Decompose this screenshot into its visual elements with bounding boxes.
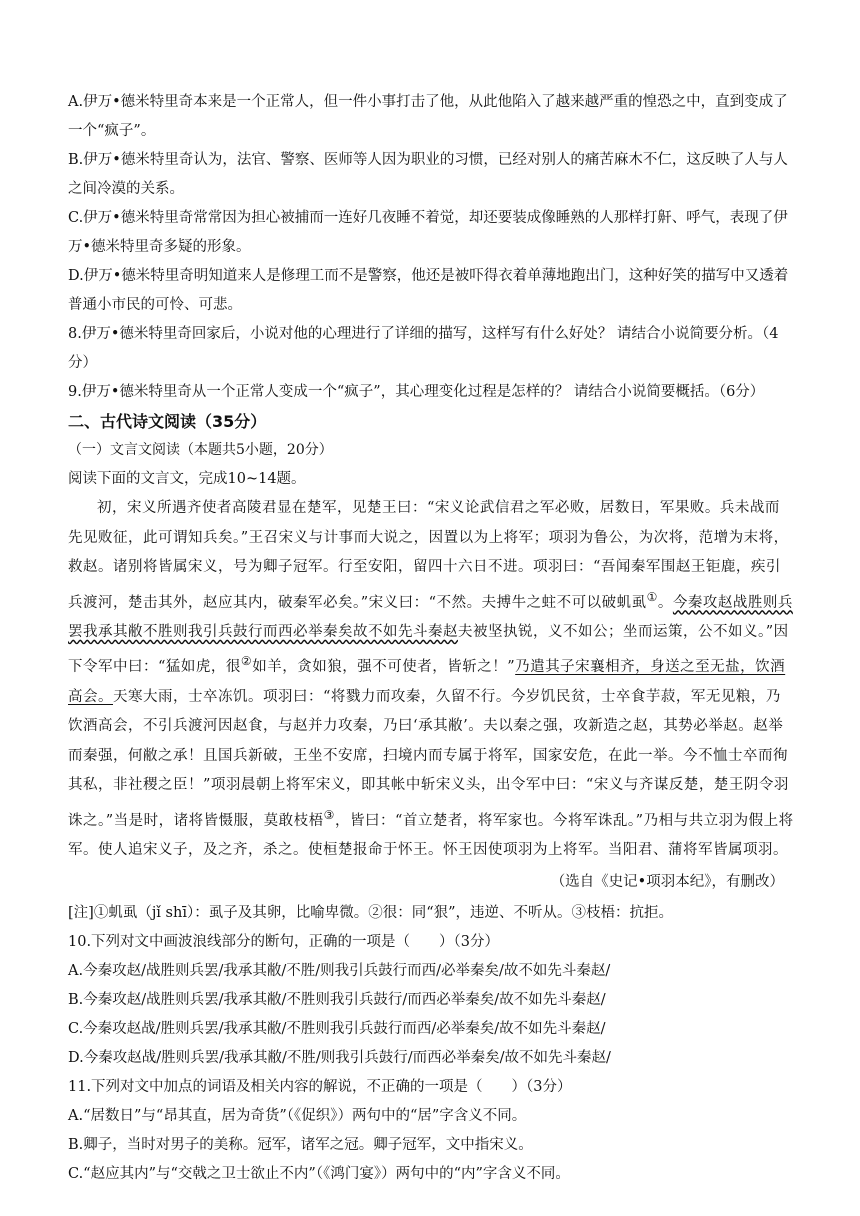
instruction: 阅读下面的文言文，完成10~14题。 <box>68 471 306 487</box>
question-9: 9.伊万•德米特里奇从一个正常人变成一个“疯子”，其心理变化过程是怎样的？ 请结合小说简要概括。（6分） <box>68 384 765 400</box>
q7-option-a: A.伊万•德米特里奇本来是一个正常人，但一件小事打击了他，从此他陷入了越来越严重的惶恐之中，直到变成了一个“疯子”。 <box>68 94 788 139</box>
q11-option-b: B.卿子，当时对男子的美称。冠军，诸军之冠。卿子冠军，文中指宋义。 <box>68 1137 533 1154</box>
underlined-text: 乃遣其子宋襄相齐，身送之至无盐，饮酒高会。 <box>68 659 786 705</box>
footnote-notes: [注]①虮虱（jǐ shī）：虱子及其卵，比喻卑微。②很：同“狠”，违逆、不听从。③枝梧：抗拒。 <box>68 905 674 922</box>
q7-option-b: B.伊万•德米特里奇认为，法官、警察、医师等人因为职业的习惯，已经对别人的痛苦麻木不仁，这反映了人与人之间冷漠的关系。 <box>68 152 788 197</box>
passage-part: 夫被坚执锐，义不如公；坐而运策，公不如义。”因下令军中曰：“猛如虎，很 <box>68 623 789 676</box>
q7-option-d: D.伊万•德米特里奇明知道来人是修理工而不是警察，他还是被吓得衣着单薄地跑出门，这种好笑的描写中又透着普通小市民的可怜、可悲。 <box>68 268 789 313</box>
exam-page <box>68 88 794 1189</box>
wavy-underlined-text: 今秦攻赵战胜则兵罢我承其敝不胜则我引兵鼓行而西必举秦矣故不如先斗秦赵 <box>68 594 793 640</box>
passage-part: 初，宋义所遇齐使者高陵君显在楚军，见楚王曰：“宋义论武信君之军必败，居数日，军果败。兵未战而先见败征，此可谓知兵矣。”王召宋义与计事而大说之，因置以为上将军；项羽为鲁公，为次将，范增为末将，救赵。诸别将皆属宋义，号为卿子冠军。行至安阳，留四十六日不进。项羽曰：“吾闻秦军围赵王钜鹿，疾引兵渡河，楚击其外，赵应其内，破秦军必矣。”宋义曰：“不然。夫搏牛之蛀不可以破虮虱 <box>68 500 789 611</box>
q11-option-c: C.“赵应其内”与“交戟之卫士欲止不内”（《鸿门宴》）两句中的“内”字含义不同。 <box>68 1166 570 1183</box>
q10-option-d: D.今秦攻赵战/胜则兵罢/我承其敝/不胜/则我引兵鼓行/而西必举秦矣/故不如先斗秦赵/ <box>68 1050 611 1067</box>
passage-source: （选自《史记•项羽本纪》，有删改） <box>550 874 784 891</box>
passage-part: 。 <box>657 594 673 611</box>
q7-option-c: C.伊万•德米特里奇常常因为担心被捕而一连好几夜睡不着觉，却还要装成像睡熟的人那样打鼾、呼气，表现了伊万•德米特里奇多疑的形象。 <box>68 210 788 255</box>
question-10: 10.下列对文中画波浪线部分的断句，正确的一项是（ ）（3分） <box>68 934 500 951</box>
footnote-marker: ③ <box>323 807 335 822</box>
question-8: 8.伊万•德米特里奇回家后，小说对他的心理进行了详细的描写，这样写有什么好处？ 请结合小说简要分析。（4分） <box>68 326 779 371</box>
passage-part: ，皆曰：“首立楚者，将军家也。今将军诛乱。”乃相与共立羽为假上将军。使人追宋义子，及之齐，杀之。使桓楚报命于怀王。怀王因使项羽为上将军。当阳君、蒲将军皆属项羽。 <box>68 812 794 858</box>
footnote-marker: ② <box>240 654 253 669</box>
section-title: 二、古代诗文阅读（35分） <box>68 412 267 431</box>
question-11: 11.下列对文中加点的词语及相关内容的解说，不正确的一项是（ ）（3分） <box>68 1079 572 1096</box>
passage-part: 如羊，贪如狼，强不可使者，皆斩之！” <box>252 659 516 676</box>
subsection-title: （一）文言文阅读（本题共5小题，20分） <box>68 442 333 458</box>
footnote-marker: ① <box>646 589 658 604</box>
classical-passage <box>68 494 794 865</box>
passage-part: 天寒大雨，士卒冻饥。项羽曰：“将戮力而攻秦，久留不行。今岁饥民贫，士卒食芋菽，军无见粮，乃饮酒高会，不引兵渡河因赵食，与赵并力攻秦，乃曰‘承其敝’。夫以秦之强，攻新造之赵，其势必举赵。赵举而秦强，何敝之承！且国兵新破，王坐不安席，扫境内而专属于将军，国家安危，在此一举。今不恤士卒而徇其私，非社稷之臣！”项羽晨朝上将军宋义，即其帐中斩宋义头，出令军中曰：“宋义与齐谋反楚，楚王阴令羽诛之。”当是时，诸将皆慑服，莫敢枝梧 <box>68 688 789 829</box>
q10-option-c: C.今秦攻赵战/胜则兵罢/我承其敝/不胜则我引兵鼓行而西/必举秦矣/故不如先斗秦赵/ <box>68 1021 606 1038</box>
q10-option-a: A.今秦攻赵/战胜则兵罢/我承其敝/不胜/则我引兵鼓行而西/必举秦矣/故不如先斗秦赵/ <box>68 963 611 980</box>
q11-option-a: A.“居数日”与“昂其直，居为奇货”（《促织》）两句中的“居”字含义不同。 <box>68 1108 527 1125</box>
q10-option-b: B.今秦攻赵/战胜则兵罢/我承其敝/不胜则我引兵鼓行/而西必举秦矣/故不如先斗秦赵/ <box>68 992 606 1009</box>
